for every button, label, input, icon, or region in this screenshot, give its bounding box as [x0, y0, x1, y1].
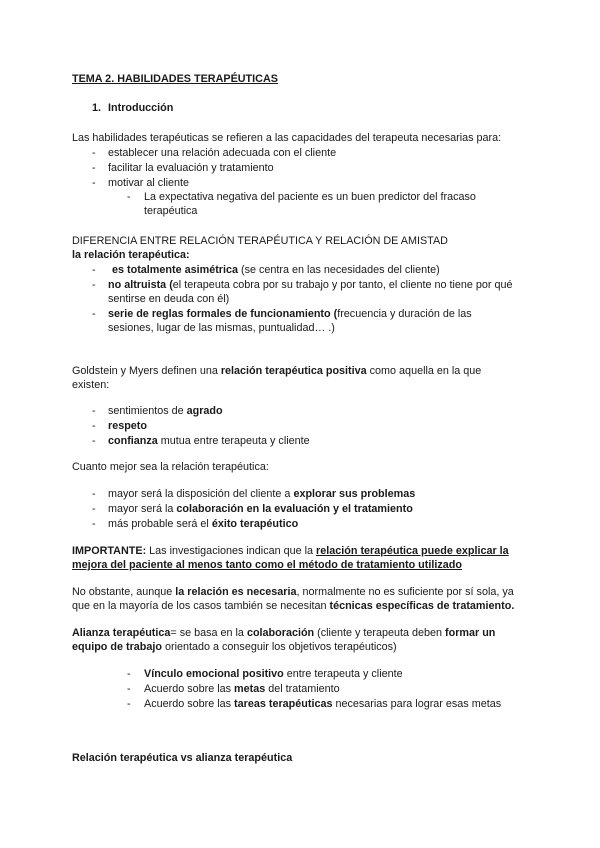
list-dash: - — [92, 162, 96, 174]
list-item — [144, 697, 501, 711]
list-item — [108, 278, 513, 292]
text: necesarias para lograr esas metas — [332, 698, 502, 710]
text: orientado a conseguir los objetivos terapéuticos) — [161, 641, 397, 653]
list-item — [108, 307, 472, 321]
better-intro: Cuanto mejor sea la relación terapéutica: — [72, 461, 269, 473]
text: Acuerdo sobre las — [144, 698, 235, 710]
text-bold: confianza — [108, 435, 158, 447]
sub-list-item: La expectativa negativa del paciente es un buen predictor del fracaso — [144, 191, 476, 203]
list-item: establecer una relación adecuada con el cliente — [108, 147, 337, 159]
list-dash: - — [127, 698, 131, 710]
goldstein-continuation: existen: — [72, 379, 110, 391]
text: del tratamiento — [265, 683, 340, 695]
list-item — [108, 404, 223, 418]
alliance-label: Alianza terapéutica — [72, 627, 171, 639]
text: Acuerdo sobre las — [144, 683, 235, 695]
text-bold: éxito terapéutico — [211, 518, 299, 530]
list-dash: - — [92, 405, 96, 417]
page-title: TEMA 2. HABILIDADES TERAPÉUTICAS — [72, 73, 278, 85]
text: Las investigaciones indican que la — [146, 545, 317, 557]
final-heading: Relación terapéutica vs alianza terapéutica — [72, 752, 293, 764]
text-bold: equipo de trabajo — [72, 641, 162, 653]
intro-paragraph: Las habilidades terapéuticas se refieren a las capacidades del terapeuta necesarias para: — [72, 132, 502, 144]
list-item-text: (se centra en las necesidades del cliente) — [238, 264, 440, 276]
important-continuation: mejora del paciente al menos tanto como el método de tratamiento utilizado — [72, 559, 462, 571]
list-item — [144, 667, 403, 681]
text: = se basa en la — [170, 627, 247, 639]
list-item — [108, 487, 415, 501]
text: mayor será la disposición del cliente a — [108, 488, 294, 500]
text-bold-underlined: relación terapéutica puede explicar la — [316, 545, 509, 557]
list-dash: - — [127, 191, 131, 203]
text-bold: agrado — [186, 405, 223, 417]
important-paragraph — [72, 544, 509, 558]
text: Goldstein y Myers definen una — [72, 365, 221, 377]
relation-label: la relación terapéutica: — [72, 249, 190, 261]
list-item-continuation: sesiones, lugar de las mismas, puntualidad… .) — [108, 322, 335, 334]
text-bold: colaboración en la evaluación y el tratamiento — [176, 503, 413, 515]
list-dash: - — [92, 503, 96, 515]
however-continuation — [72, 599, 514, 613]
difference-heading: DIFERENCIA ENTRE RELACIÓN TERAPÉUTICA Y RELACIÓN DE AMISTAD — [72, 235, 448, 247]
list-item — [108, 517, 298, 531]
list-dash: - — [92, 518, 96, 530]
important-label: IMPORTANTE: — [72, 545, 147, 557]
text: , normalmente no es suficiente por sí sola, ya — [296, 586, 514, 598]
text-bold: metas — [234, 683, 266, 695]
list-item — [144, 682, 340, 696]
text: como aquella en la que — [366, 365, 482, 377]
list-dash: - — [92, 435, 96, 447]
section-heading: Introducción — [108, 102, 174, 114]
text: No obstante, aunque — [72, 586, 176, 598]
list-dash: - — [92, 177, 96, 189]
list-dash: - — [127, 683, 131, 695]
list-dash: - — [92, 147, 96, 159]
text-bold: respeto — [108, 420, 148, 432]
list-item — [108, 419, 147, 433]
list-item — [108, 502, 413, 516]
text-bold: colaboración — [246, 627, 315, 639]
list-item: motivar al cliente — [108, 177, 190, 189]
text: que en la mayoría de los casos también se necesitan — [72, 600, 330, 612]
text: (cliente y terapeuta deben — [314, 627, 446, 639]
sub-list-item-continuation: terapéutica — [144, 205, 198, 217]
list-dash: - — [127, 668, 131, 680]
list-item-continuation: sentirse en deuda con él) — [108, 293, 230, 305]
text: mutua entre terapeuta y cliente — [157, 435, 310, 447]
text: mayor será la — [108, 503, 177, 515]
list-item-bold: no altruista ( — [108, 279, 173, 291]
list-item: facilitar la evaluación y tratamiento — [108, 162, 274, 174]
list-item-text: el terapeuta cobra por su trabajo y por tanto, el cliente no tiene por qué — [172, 279, 513, 291]
text: sentimientos de — [108, 405, 187, 417]
text-bold: técnicas específicas de tratamiento. — [329, 600, 515, 612]
however-paragraph — [72, 585, 514, 599]
list-dash: - — [92, 488, 96, 500]
text-bold: tareas terapéuticas — [234, 698, 333, 710]
list-dash: - — [92, 308, 96, 320]
goldstein-paragraph — [72, 364, 481, 378]
text: entre terapeuta y cliente — [283, 668, 403, 680]
text-bold: la relación es necesaria — [175, 586, 297, 598]
text: más probable será el — [108, 518, 212, 530]
text-bold: Vínculo emocional positivo — [144, 668, 284, 680]
alliance-continuation — [72, 640, 397, 654]
list-dash: - — [92, 279, 96, 291]
text-bold: explorar sus problemas — [293, 488, 416, 500]
list-item-text: frecuencia y duración de las — [337, 308, 472, 320]
text-bold: formar un — [445, 627, 496, 639]
text-bold: relación terapéutica positiva — [220, 365, 367, 377]
list-item-bold: es totalmente asimétrica — [112, 264, 239, 276]
section-number: 1. — [92, 102, 102, 114]
list-item-bold: serie de reglas formales de funcionamiento ( — [108, 308, 338, 320]
list-item — [112, 263, 440, 277]
list-dash: - — [92, 420, 96, 432]
list-item — [108, 434, 310, 448]
alliance-paragraph — [72, 626, 495, 640]
list-dash: - — [92, 264, 96, 276]
